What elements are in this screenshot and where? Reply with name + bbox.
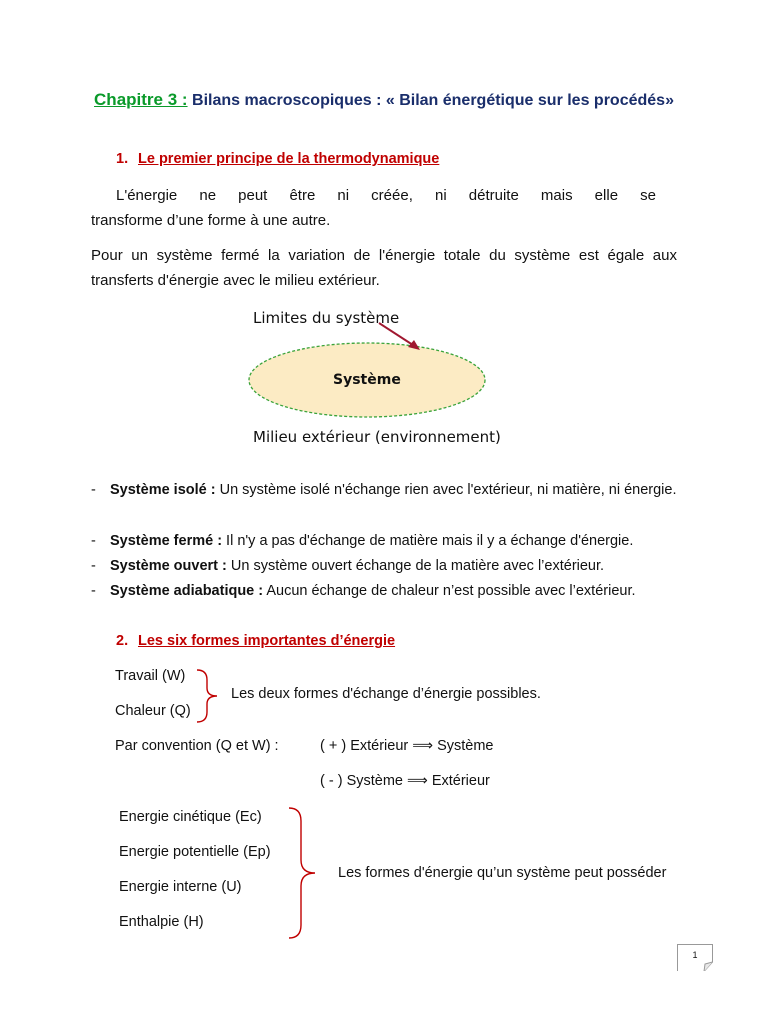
term-open: Système ouvert : xyxy=(110,558,227,574)
forms-brace xyxy=(285,805,321,941)
section-2-number: 2. xyxy=(116,633,129,649)
internal-energy-label: Energie interne (U) xyxy=(119,879,242,895)
system-limits-label: Limites du système xyxy=(253,309,400,327)
term-isolated: Système isolé : xyxy=(110,482,216,498)
convention-negative: ( - ) Système ⟹ Extérieur xyxy=(320,773,490,789)
list-item-adiabatic-system: - Système adiabatique : Aucun échange de chaleur n’est possible avec l’extérieur. xyxy=(91,583,636,599)
term-closed: Système fermé : xyxy=(110,533,223,549)
system-label: Système xyxy=(333,372,401,388)
desc-open: Un système ouvert échange de la matière avec l’extérieur. xyxy=(226,558,605,574)
chapter-title-text: Bilans macroscopiques : « Bilan énergétique sur les procédés» xyxy=(192,92,674,109)
convention-positive: ( + ) Extérieur ⟹ Système xyxy=(320,738,494,754)
paragraph-1-line-2: transforme d’une forme à une autre. xyxy=(91,212,331,229)
page-number: 1 xyxy=(692,950,698,960)
potential-energy-label: Energie potentielle (Ep) xyxy=(119,844,271,860)
exchange-brace xyxy=(193,668,223,724)
list-item-open-system: - Système ouvert : Un système ouvert échange de la matière avec l’extérieur. xyxy=(91,558,605,574)
enthalpy-label: Enthalpie (H) xyxy=(119,914,204,930)
exchange-note: Les deux formes d'échange d’énergie possibles. xyxy=(231,686,541,702)
section-1-title: Le premier principe de la thermodynamique xyxy=(138,151,440,167)
section-2-heading xyxy=(116,633,395,649)
convention-label: Par convention (Q et W) : xyxy=(115,738,279,754)
term-adiabatic: Système adiabatique : xyxy=(110,583,264,599)
desc-isolated: Un système isolé n'échange rien avec l'extérieur, ni matière, ni énergie. xyxy=(215,482,677,498)
section-1-heading xyxy=(116,151,439,167)
chapter-title xyxy=(90,85,678,116)
paragraph-2: Pour un système fermé la variation de l'énergie totale du système est égale aux transferts d'énergie avec le milieu extérieur. xyxy=(91,247,677,289)
kinetic-energy-label: Energie cinétique (Ec) xyxy=(119,809,262,825)
boundary-arrow xyxy=(379,323,416,347)
heat-label: Chaleur (Q) xyxy=(115,703,191,719)
section-1-number: 1. xyxy=(116,151,129,167)
desc-closed: Il n'y a pas d'échange de matière mais il y a échange d'énergie. xyxy=(222,533,634,549)
desc-adiabatic: Aucun échange de chaleur n’est possible avec l’extérieur. xyxy=(263,583,636,599)
forms-note: Les formes d'énergie qu’un système peut posséder xyxy=(338,865,667,881)
chapter-number: Chapitre 3 : xyxy=(94,90,188,109)
list-item-closed-system: - Système fermé : Il n'y a pas d'échange de matière mais il y a échange d'énergie. xyxy=(91,533,634,549)
work-label: Travail (W) xyxy=(115,668,186,684)
list-item-isolated-system: - Système isolé : Un système isolé n'échange rien avec l'extérieur, ni matière, ni énergie. xyxy=(91,482,677,498)
system-diagram xyxy=(240,320,500,420)
environment-label: Milieu extérieur (environnement) xyxy=(253,428,501,446)
paragraph-1-line-1: L'énergie ne peut être ni créée, ni détruite mais elle se xyxy=(116,187,656,204)
section-2-title: Les six formes importantes d’énergie xyxy=(138,633,396,649)
